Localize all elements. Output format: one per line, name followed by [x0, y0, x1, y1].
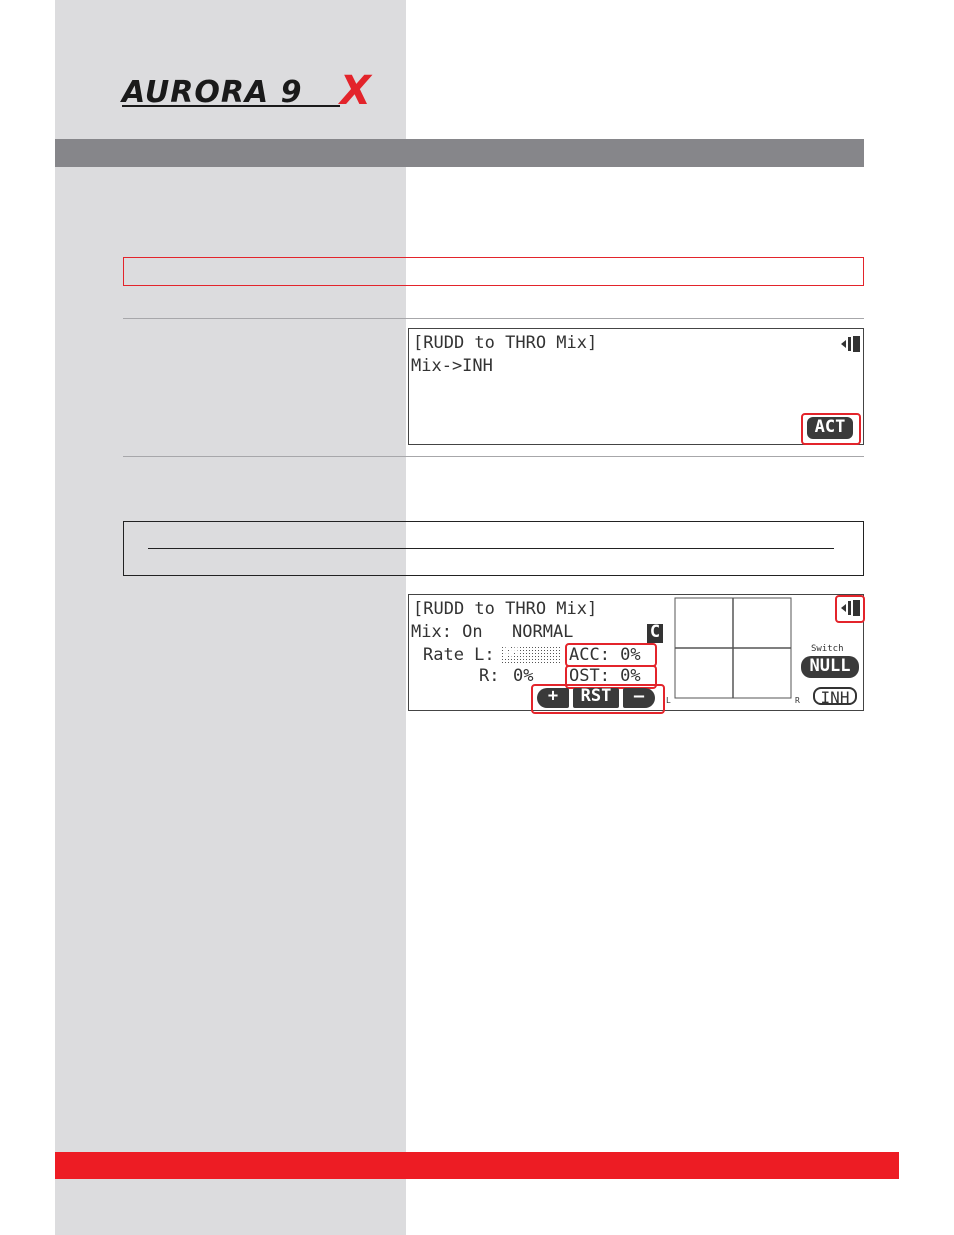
mix-curve-graph [667, 597, 799, 709]
left-sidebar [55, 0, 406, 1235]
rate-r-value[interactable]: 0% [513, 666, 534, 686]
null-switch-button[interactable]: NULL [801, 656, 859, 678]
act-button[interactable]: ACT [807, 417, 853, 439]
minus-button[interactable]: – [623, 688, 655, 708]
section-header-band [55, 139, 864, 167]
divider [123, 318, 864, 319]
graph-right-label: R [795, 696, 800, 705]
screen-title: [RUDD to THRO Mix] [413, 599, 598, 619]
mix-status: Mix->INH [411, 356, 493, 376]
rate-r-label: R: [479, 666, 500, 686]
exit-icon[interactable] [839, 335, 861, 353]
rst-button[interactable]: RST [573, 688, 619, 708]
svg-text:X: X [340, 70, 371, 112]
plus-button[interactable]: + [537, 688, 569, 708]
exit-icon[interactable] [839, 599, 861, 617]
ost-value[interactable]: OST: 0% [569, 666, 641, 686]
svg-text:AURORA 9: AURORA 9 [122, 75, 303, 110]
footer-band [55, 1152, 899, 1179]
mode-value[interactable]: NORMAL [512, 622, 574, 642]
rate-l-label: Rate L: [423, 645, 495, 665]
lcd-screen-mix-settings [408, 594, 864, 711]
switch-label: Switch [811, 644, 844, 654]
inh-button[interactable]: INH [813, 687, 857, 705]
acc-value[interactable]: ACC: 0% [569, 645, 641, 665]
aurora-9x-logo [118, 70, 418, 112]
divider [123, 456, 864, 457]
note-box [123, 521, 864, 576]
highlight-box [123, 257, 864, 286]
screen-title: [RUDD to THRO Mix] [413, 333, 598, 353]
graph-left-label: L [666, 696, 671, 705]
lcd-screen-mix-inhibit [408, 328, 864, 445]
rate-l-value[interactable]: 0% [501, 646, 561, 665]
mix-label: Mix: On [411, 622, 483, 642]
condition-badge[interactable]: C [647, 624, 663, 643]
note-rule [148, 548, 834, 549]
